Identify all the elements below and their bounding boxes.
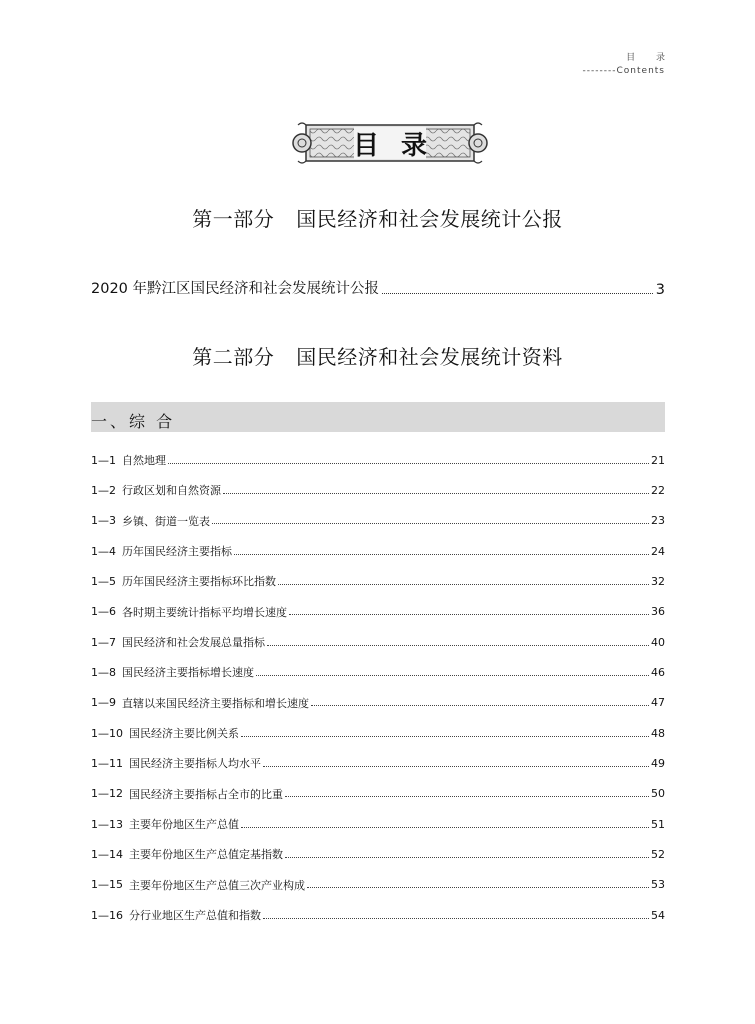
leader-dots <box>289 614 649 615</box>
toc-entry-page: 54 <box>651 908 665 922</box>
toc-entry[interactable] <box>91 506 665 536</box>
leader-dots <box>168 463 649 464</box>
toc-entry-code: 1—2 <box>91 483 116 497</box>
toc-entry[interactable] <box>91 900 665 930</box>
toc-entry-title: 主要年份地区生产总值三次产业构成 <box>129 878 305 892</box>
toc-entry-code: 1—16 <box>91 908 123 922</box>
toc-entry-code: 1—10 <box>91 726 123 740</box>
toc-entry-code: 1—4 <box>91 544 116 558</box>
leader-dots <box>307 887 649 888</box>
part-two-label: 第二部分 <box>192 345 275 369</box>
toc-entry-page: 48 <box>651 726 665 740</box>
contents-banner <box>292 119 488 167</box>
toc-entry-code: 1—9 <box>91 696 116 710</box>
bulletin-entry[interactable] <box>91 277 665 298</box>
toc-entry-code: 1—7 <box>91 635 116 649</box>
part-two-heading <box>0 341 755 370</box>
toc-entry-page: 46 <box>651 665 665 679</box>
toc-entry-page: 53 <box>651 878 665 892</box>
toc-entry-page: 49 <box>651 756 665 770</box>
toc-entry[interactable] <box>91 657 665 687</box>
toc-entry-title: 国民经济主要指标人均水平 <box>129 757 261 771</box>
leader-dots <box>263 766 649 767</box>
toc-entry-page: 40 <box>651 635 665 649</box>
running-head-subtitle: --------Contents <box>582 66 665 76</box>
leader-dots <box>263 918 649 919</box>
toc-entry-code: 1—8 <box>91 665 116 679</box>
toc-entry-code: 1—6 <box>91 605 116 619</box>
toc-entry-title: 行政区划和自然资源 <box>122 484 221 498</box>
leader-dots <box>241 827 649 828</box>
toc-entry-title: 主要年份地区生产总值定基指数 <box>129 848 283 862</box>
toc-entry-title: 历年国民经济主要指标环比指数 <box>122 575 276 589</box>
toc-entry[interactable] <box>91 839 665 869</box>
toc-entry-page: 52 <box>651 847 665 861</box>
leader-dots <box>285 857 649 858</box>
contents-banner-title: 目录 <box>352 130 449 161</box>
part-one-label: 第一部分 <box>192 207 275 231</box>
toc-entry-title: 历年国民经济主要指标 <box>122 545 232 559</box>
leader-dots <box>285 796 649 797</box>
toc-entry-code: 1—1 <box>91 453 116 467</box>
toc-entry-code: 1—13 <box>91 817 123 831</box>
toc-entry[interactable] <box>91 870 665 900</box>
toc-entry[interactable] <box>91 536 665 566</box>
leader-dots <box>311 705 649 706</box>
toc-entry-code: 1—14 <box>91 847 123 861</box>
toc-entry[interactable] <box>91 748 665 778</box>
toc-entry-page: 32 <box>651 574 665 588</box>
toc-entry[interactable] <box>91 445 665 475</box>
toc-entry-code: 1—12 <box>91 787 123 801</box>
leader-dots <box>256 675 649 676</box>
toc-entry[interactable] <box>91 688 665 718</box>
toc-list <box>91 445 665 930</box>
toc-entry-page: 47 <box>651 696 665 710</box>
section-title: 一、综 合 <box>91 412 176 431</box>
toc-entry-page: 50 <box>651 787 665 801</box>
toc-entry[interactable] <box>91 597 665 627</box>
toc-entry-code: 1—11 <box>91 756 123 770</box>
toc-entry-title: 国民经济主要指标占全市的比重 <box>129 787 283 801</box>
toc-entry[interactable] <box>91 566 665 596</box>
toc-entry[interactable] <box>91 475 665 505</box>
leader-dots <box>241 736 649 737</box>
toc-entry-page: 23 <box>651 514 665 528</box>
leader-dots <box>278 584 649 585</box>
toc-entry-title: 自然地理 <box>122 454 166 468</box>
toc-entry-title: 国民经济主要比例关系 <box>129 727 239 741</box>
leader-dots <box>234 554 649 555</box>
toc-entry[interactable] <box>91 718 665 748</box>
toc-entry-code: 1—3 <box>91 514 116 528</box>
toc-entry-code: 1—15 <box>91 878 123 892</box>
toc-entry-title: 分行业地区生产总值和指数 <box>129 909 261 923</box>
toc-entry[interactable] <box>91 779 665 809</box>
toc-entry-title: 国民经济主要指标增长速度 <box>122 666 254 680</box>
toc-entry-title: 国民经济和社会发展总量指标 <box>122 636 265 650</box>
section-bar <box>91 402 665 432</box>
part-two-title: 国民经济和社会发展统计资料 <box>296 345 563 369</box>
toc-entry-page: 51 <box>651 817 665 831</box>
toc-entry-page: 21 <box>651 453 665 467</box>
bulletin-entry-title: 2020 年黔江区国民经济和社会发展统计公报 <box>91 281 380 297</box>
toc-entry[interactable] <box>91 627 665 657</box>
running-head <box>582 52 674 78</box>
leader-dots <box>212 523 649 524</box>
bulletin-entry-page: 3 <box>655 282 665 298</box>
toc-entry-title: 各时期主要统计指标平均增长速度 <box>122 605 287 619</box>
toc-entry-page: 36 <box>651 605 665 619</box>
toc-entry-title: 直辖以来国民经济主要指标和增长速度 <box>122 696 309 710</box>
leader-dots <box>223 493 649 494</box>
running-head-title: 目 录 <box>626 53 674 63</box>
part-one-title: 国民经济和社会发展统计公报 <box>296 207 563 231</box>
toc-entry-title: 乡镇、街道一览表 <box>122 514 210 528</box>
toc-entry-title: 主要年份地区生产总值 <box>129 818 239 832</box>
leader-dots <box>382 293 653 294</box>
toc-entry-page: 22 <box>651 483 665 497</box>
toc-entry-page: 24 <box>651 544 665 558</box>
toc-entry[interactable] <box>91 809 665 839</box>
leader-dots <box>267 645 649 646</box>
toc-entry-code: 1—5 <box>91 574 116 588</box>
part-one-heading <box>0 203 755 232</box>
